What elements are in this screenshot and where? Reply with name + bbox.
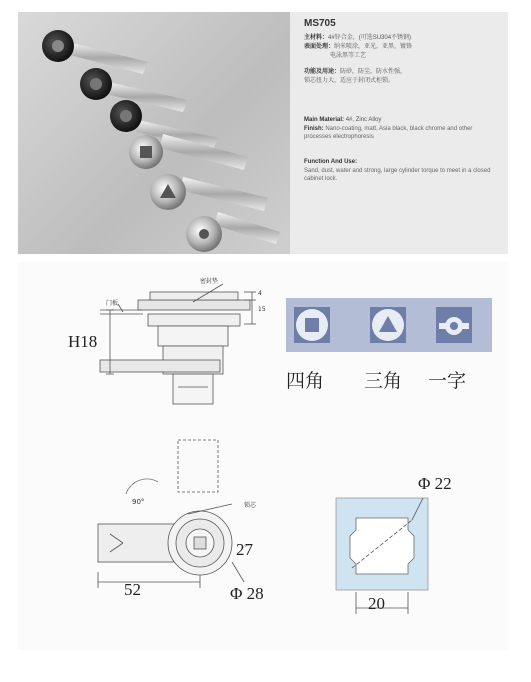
function-cn-2: 锁芯扭力大，适应于封闭式柜锁。 (304, 78, 395, 84)
dim-20: 20 (368, 594, 385, 613)
dim-15: 15 (258, 306, 266, 313)
material-cn: 主材料：4#锌合金，(可选SU304不锈钢) (304, 35, 412, 41)
dim-phi22: Φ 22 (418, 474, 452, 493)
door-label: 门板 (106, 300, 119, 307)
dim-27: 27 (236, 540, 253, 559)
triangle-key-tile (370, 307, 406, 343)
finish-cn-2: 电泳黑等工艺 (330, 53, 367, 59)
chrome-lock-3 (186, 212, 280, 252)
dim-4: 4 (258, 290, 262, 297)
spec-panel (290, 12, 508, 254)
square-key-label: 四角 (286, 370, 325, 392)
chrome-lock-2 (150, 174, 268, 211)
function-en: Sand, dust, water and strong, large cylinder torque to meet in a closed cabinet lock. (304, 168, 491, 182)
key-type-strip (286, 298, 492, 352)
function-cn: 功能及用途：防砂，防尘，防水性强， (304, 69, 407, 75)
seal-label: 密封垫 (200, 278, 219, 285)
finish-en: Finish: Nano-coating, matt, Asia black, black chrome and other processes electrophoresis (304, 126, 473, 140)
dim-52: 52 (124, 580, 141, 599)
front-view (98, 440, 244, 588)
side-view (100, 284, 256, 404)
lock-photo-illustration (18, 12, 290, 254)
finish-cn: 表面处理：纳米喷涂，亚光，亚黑，镀铬 (304, 44, 413, 50)
triangle-key-icon (370, 307, 406, 343)
triangle-key-label: 三角 (364, 370, 403, 392)
square-key-icon (294, 307, 330, 343)
black-lock-1 (42, 30, 148, 74)
core-label: 锁芯 (244, 502, 257, 509)
slot-key-label: 一字 (428, 370, 467, 392)
slot-key-icon (436, 307, 472, 343)
product-photo (18, 12, 290, 254)
slot-key-tile (436, 307, 472, 343)
rotation-angle: 90° (132, 498, 145, 506)
function-en-label: Function And Use: (304, 159, 358, 165)
model-number: MS705 (304, 18, 336, 29)
square-key-tile (294, 307, 330, 343)
dim-h18: H18 (68, 332, 98, 351)
dim-phi28: Φ 28 (230, 584, 264, 603)
material-en: Main Material: 4#, Zinc Alloy (304, 117, 382, 123)
